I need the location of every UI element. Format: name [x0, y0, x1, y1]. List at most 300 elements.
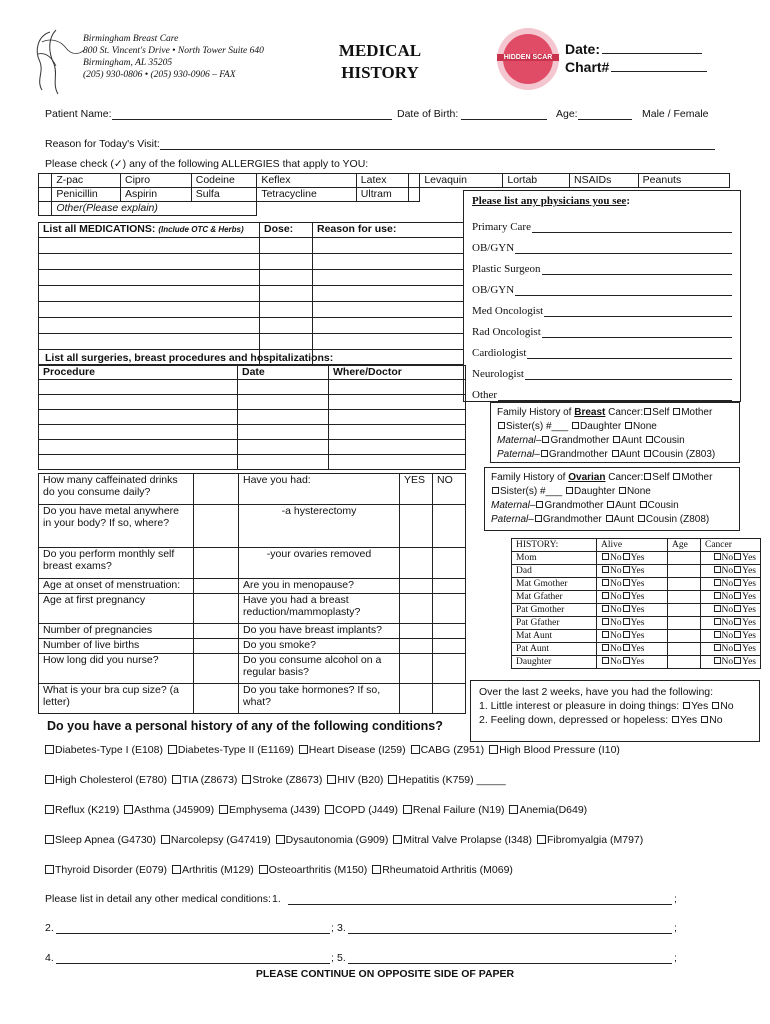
other-condition-1-field[interactable]: [288, 893, 672, 905]
alive-cell-yes-checkbox[interactable]: [623, 644, 630, 651]
alive-cell-no-checkbox[interactable]: [602, 605, 609, 612]
condition-item[interactable]: [327, 774, 383, 786]
other-cond-3-semi: ;: [674, 922, 677, 934]
breast-self-checkbox[interactable]: [644, 408, 651, 415]
question-implants: Do you have breast implants?: [239, 624, 400, 639]
hidden-scar-logo: [497, 28, 559, 90]
condition-item[interactable]: [172, 864, 254, 876]
medication-row[interactable]: [39, 286, 466, 302]
cancer-cell-no-checkbox[interactable]: [714, 579, 721, 586]
ovarian-mother-checkbox[interactable]: [673, 473, 680, 480]
phq-q1-no-checkbox[interactable]: [712, 702, 719, 709]
alcohol-no[interactable]: [433, 654, 466, 684]
medication-row[interactable]: [39, 334, 466, 350]
condition-label: Reflux (K219): [55, 804, 120, 816]
cancer-cell: [701, 565, 761, 578]
clinic-address-2: Birmingham, AL 35205: [83, 58, 173, 68]
physician-field[interactable]: [527, 348, 732, 359]
condition-checkbox[interactable]: [172, 865, 181, 874]
conditions-row: [45, 774, 508, 786]
physicians-box: [463, 190, 741, 402]
clinic-address-1: 800 St. Vincent's Drive • North Tower Suite 640: [83, 46, 264, 56]
condition-label: Anemia(D649): [519, 804, 588, 816]
implants-yes[interactable]: [400, 624, 433, 639]
dob-field[interactable]: [461, 108, 547, 120]
allergy-sulfa: Sulfa: [191, 188, 257, 202]
condition-label: Arthritis (M129): [181, 864, 254, 876]
other-cond-2-num: 2.: [45, 922, 54, 934]
breast-mother-label: Mother: [681, 407, 713, 418]
history-relative: Mat Aunt: [512, 630, 597, 643]
answer-self-exam[interactable]: [194, 548, 239, 579]
history-relative: Mat Gfather: [512, 591, 597, 604]
physician-label: Med Oncologist: [472, 305, 544, 317]
condition-item[interactable]: [489, 744, 620, 756]
question-pregnancies: Number of pregnancies: [39, 624, 194, 639]
alive-cell-no-label: No: [610, 566, 622, 576]
alive-cell-yes-checkbox[interactable]: [623, 631, 630, 638]
physicians-title-colon: :: [626, 195, 630, 207]
physician-field[interactable]: [542, 264, 732, 275]
cancer-cell-yes-checkbox[interactable]: [734, 644, 741, 651]
physician-row[interactable]: [472, 212, 732, 233]
cancer-cell-no-checkbox[interactable]: [714, 631, 721, 638]
alive-cell-yes-label: Yes: [630, 592, 645, 602]
physician-row[interactable]: [472, 233, 732, 254]
breast-mat-aunt-label: Aunt: [621, 435, 642, 446]
hormones-yes[interactable]: [400, 684, 433, 714]
ovarian-maternal-dash: –: [529, 500, 536, 511]
menopause-no[interactable]: [433, 579, 466, 594]
surgery-row[interactable]: [39, 410, 466, 425]
cancer-cell-yes-label: Yes: [742, 592, 756, 602]
condition-item[interactable]: [299, 744, 406, 756]
date-header: Date: [238, 366, 329, 380]
condition-label: Narcolepsy (G47419): [170, 834, 271, 846]
age-cell[interactable]: [668, 591, 701, 604]
cancer-cell-yes-checkbox[interactable]: [734, 592, 741, 599]
history-row: [512, 552, 761, 565]
cancer-cell-no-checkbox[interactable]: [714, 618, 721, 625]
cancer-cell-yes-checkbox[interactable]: [734, 553, 741, 560]
answer-menstruation[interactable]: [194, 579, 239, 594]
allergy-check-penicillin[interactable]: [39, 188, 52, 202]
physician-field[interactable]: [532, 222, 732, 233]
chart-label: Chart#: [565, 59, 610, 75]
medication-row[interactable]: [39, 318, 466, 334]
surgery-row[interactable]: [39, 380, 466, 395]
breast-pat-aunt-label: Aunt: [619, 449, 641, 460]
physician-field[interactable]: [542, 327, 732, 338]
physician-row[interactable]: [472, 254, 732, 275]
answer-bra-size[interactable]: [194, 684, 239, 714]
cancer-cell-no-checkbox[interactable]: [714, 657, 721, 664]
cancer-cell-no-label: No: [721, 579, 734, 589]
condition-checkbox[interactable]: [242, 775, 251, 784]
history-row: [512, 656, 761, 669]
question-first-pregnancy: Age at first pregnancy: [39, 594, 194, 624]
medication-row[interactable]: [39, 238, 466, 254]
condition-label: Heart Disease (I259): [308, 744, 406, 756]
condition-checkbox[interactable]: [259, 865, 268, 874]
chart-field[interactable]: [611, 58, 707, 72]
alive-cell-no-label: No: [610, 605, 622, 615]
physician-label: Other: [472, 389, 498, 401]
condition-label: Diabetes-Type II (E1169): [177, 744, 294, 756]
questions-table: [38, 473, 466, 714]
alive-cell-no-checkbox[interactable]: [602, 618, 609, 625]
condition-checkbox[interactable]: [372, 865, 381, 874]
reduction-no[interactable]: [433, 594, 466, 624]
ovarian-fh-label-ovarian: Ovarian: [568, 472, 606, 483]
medication-row[interactable]: [39, 270, 466, 286]
cancer-cell-no-label: No: [721, 618, 734, 628]
condition-label: Thyroid Disorder (E079): [55, 864, 168, 876]
no-header: NO: [433, 474, 466, 505]
question-alcohol: Do you consume alcohol on a regular basis?: [239, 654, 400, 684]
condition-checkbox[interactable]: [393, 835, 402, 844]
question-hormones: Do you take hormones? If so, what?: [239, 684, 400, 714]
ovarian-daughter-checkbox[interactable]: [566, 487, 573, 494]
physician-field[interactable]: [544, 306, 732, 317]
history-row: [512, 578, 761, 591]
phq-q1-yes-checkbox[interactable]: [683, 702, 690, 709]
age-cell[interactable]: [668, 656, 701, 669]
alive-cell-yes-label: Yes: [630, 566, 645, 576]
allergy-ultram: Ultram: [356, 188, 408, 202]
alive-cell-yes-label: Yes: [630, 553, 645, 563]
procedure-header: Procedure: [39, 366, 238, 380]
age-cell[interactable]: [668, 552, 701, 565]
phq-title: Over the last 2 weeks, have you had the following:: [479, 686, 714, 698]
condition-checkbox[interactable]: [489, 745, 498, 754]
condition-checkbox[interactable]: [299, 745, 308, 754]
breast-sister-checkbox[interactable]: [498, 422, 505, 429]
alive-cell-no-label: No: [610, 657, 622, 667]
ovaries-yes[interactable]: [400, 548, 433, 579]
breast-family-history: [490, 402, 740, 463]
cancer-cell-yes-label: Yes: [742, 644, 756, 654]
patient-name-label: Patient Name:: [45, 108, 112, 120]
condition-checkbox[interactable]: [161, 835, 170, 844]
other-conditions-label: Please list in detail any other medical conditions:: [45, 893, 271, 905]
cancer-cell-no-checkbox[interactable]: [714, 605, 721, 612]
breast-mat-grandmother-checkbox[interactable]: [542, 436, 549, 443]
alive-cell-no-checkbox[interactable]: [602, 657, 609, 664]
hysterectomy-yes[interactable]: [400, 505, 433, 548]
alive-cell: [597, 617, 668, 630]
breast-pat-cousin-checkbox[interactable]: [644, 450, 651, 457]
condition-checkbox[interactable]: [168, 745, 177, 754]
allergies-prompt: Please check (✓) any of the following ALLERGIES that apply to YOU:: [45, 158, 369, 170]
allergy-cipro: Cipro: [121, 174, 192, 188]
allergy-check-latex[interactable]: [409, 174, 420, 188]
dose-header: Dose:: [260, 223, 313, 238]
condition-checkbox[interactable]: [537, 835, 546, 844]
answer-first-pregnancy[interactable]: [194, 594, 239, 624]
ovarian-mat-cousin-checkbox[interactable]: [640, 501, 647, 508]
ovarian-none-label: None: [626, 486, 651, 497]
ovarian-self-checkbox[interactable]: [644, 473, 651, 480]
breast-mat-grandmother-label: Grandmother: [550, 435, 610, 446]
answer-metal[interactable]: [194, 505, 239, 548]
condition-label: Asthma (J45909): [134, 804, 215, 816]
alive-cell-yes-checkbox[interactable]: [623, 592, 630, 599]
cancer-cell-no-checkbox[interactable]: [714, 644, 721, 651]
alive-cell-yes-label: Yes: [630, 631, 645, 641]
cancer-cell: [701, 552, 761, 565]
question-menstruation: Age at onset of menstruation:: [39, 579, 194, 594]
age-cell[interactable]: [668, 617, 701, 630]
surgery-row[interactable]: [39, 440, 466, 455]
physician-label: OB/GYN: [472, 242, 515, 254]
alive-cell-yes-checkbox[interactable]: [623, 553, 630, 560]
physician-field[interactable]: [515, 285, 732, 296]
condition-label: Stroke (Z8673): [252, 774, 323, 786]
breast-none-checkbox[interactable]: [625, 422, 632, 429]
condition-label: TIA (Z8673): [181, 774, 238, 786]
allergy-other[interactable]: Other(Please explain): [52, 202, 257, 216]
physician-row[interactable]: [472, 296, 732, 317]
alive-cell-no-checkbox[interactable]: [602, 644, 609, 651]
alive-cell-yes-checkbox[interactable]: [623, 579, 630, 586]
condition-checkbox[interactable]: [45, 745, 54, 754]
cancer-cell-no-label: No: [721, 631, 734, 641]
cancer-cell-no-checkbox[interactable]: [714, 592, 721, 599]
hysterectomy-no[interactable]: [433, 505, 466, 548]
physician-row[interactable]: [472, 275, 732, 296]
smoke-yes[interactable]: [400, 639, 433, 654]
alive-cell-yes-checkbox[interactable]: [623, 618, 630, 625]
condition-item[interactable]: [393, 834, 532, 846]
condition-checkbox[interactable]: [403, 805, 412, 814]
cancer-cell-yes-checkbox[interactable]: [734, 579, 741, 586]
reason-field[interactable]: [160, 138, 715, 150]
medication-row[interactable]: [39, 302, 466, 318]
breast-daughter-label: Daughter: [580, 421, 622, 432]
condition-item[interactable]: [45, 744, 163, 756]
age-cell[interactable]: [668, 630, 701, 643]
physician-field[interactable]: [515, 243, 732, 254]
age-label: Age:: [556, 108, 578, 120]
condition-item[interactable]: [411, 744, 485, 756]
patient-name-field[interactable]: [112, 108, 392, 120]
breast-pat-grandmother-label: Grandmother: [548, 449, 608, 460]
condition-item[interactable]: [161, 834, 271, 846]
condition-checkbox[interactable]: [325, 805, 334, 814]
alive-cell-yes-checkbox[interactable]: [623, 566, 630, 573]
ovarian-sister-checkbox[interactable]: [492, 487, 499, 494]
alive-cell-no-label: No: [610, 579, 622, 589]
reduction-yes[interactable]: [400, 594, 433, 624]
ovarian-pat-grandmother-label: Grandmother: [542, 514, 602, 525]
age-cell[interactable]: [668, 643, 701, 656]
implants-no[interactable]: [433, 624, 466, 639]
cancer-cell-no-checkbox[interactable]: [714, 566, 721, 573]
age-cell[interactable]: [668, 604, 701, 617]
phq-q2: 2. Feeling down, depressed or hopeless:: [479, 714, 669, 726]
alive-cell-no-checkbox[interactable]: [602, 631, 609, 638]
breast-fh-label-cancer: Cancer:: [605, 407, 644, 418]
answer-nurse[interactable]: [194, 654, 239, 684]
physician-label: Cardiologist: [472, 347, 527, 359]
alcohol-yes[interactable]: [400, 654, 433, 684]
condition-checkbox[interactable]: [172, 775, 181, 784]
condition-item[interactable]: [219, 804, 320, 816]
answer-live-births[interactable]: [194, 639, 239, 654]
physicians-title: Please list any physicians you see: [472, 195, 627, 207]
date-field[interactable]: [602, 40, 702, 54]
condition-label: COPD (J449): [334, 804, 398, 816]
smoke-no[interactable]: [433, 639, 466, 654]
question-reduction: Have you had a breast reduction/mammoplasty?: [239, 594, 400, 624]
condition-checkbox[interactable]: [276, 835, 285, 844]
condition-item[interactable]: [509, 804, 587, 816]
phq-q2-no-label: No: [709, 714, 723, 726]
alive-cell-no-checkbox[interactable]: [602, 553, 609, 560]
alive-cell-yes-checkbox[interactable]: [623, 657, 630, 664]
cancer-cell-yes-label: Yes: [742, 631, 756, 641]
breast-maternal-label: Maternal: [497, 435, 536, 446]
physician-row[interactable]: [472, 338, 732, 359]
history-row: [512, 617, 761, 630]
condition-checkbox[interactable]: [327, 775, 336, 784]
physician-row[interactable]: [472, 380, 732, 401]
allergy-aspirin: Aspirin: [121, 188, 192, 202]
condition-checkbox[interactable]: [411, 745, 420, 754]
condition-item[interactable]: [259, 864, 368, 876]
condition-item[interactable]: [45, 864, 167, 876]
ovarian-mat-cousin-label: Cousin: [647, 500, 679, 511]
condition-item[interactable]: [276, 834, 389, 846]
alive-cell-yes-label: Yes: [630, 618, 645, 628]
menopause-yes[interactable]: [400, 579, 433, 594]
cancer-cell-yes-checkbox[interactable]: [734, 631, 741, 638]
conditions-title: Do you have a personal history of any of the following conditions?: [47, 719, 443, 733]
medication-row[interactable]: [39, 254, 466, 270]
ovarian-pat-cousin-checkbox[interactable]: [638, 515, 645, 522]
alive-cell-no-checkbox[interactable]: [602, 579, 609, 586]
condition-item[interactable]: [172, 774, 237, 786]
question-self-exam: Do you perform monthly self breast exams?: [39, 548, 194, 579]
cancer-cell-yes-checkbox[interactable]: [734, 566, 741, 573]
other-condition-5-field[interactable]: [348, 952, 672, 964]
ovarian-pat-grandmother-checkbox[interactable]: [535, 515, 542, 522]
breast-pat-grandmother-checkbox[interactable]: [541, 450, 548, 457]
condition-item[interactable]: [45, 834, 156, 846]
answer-pregnancies[interactable]: [194, 624, 239, 639]
condition-label: High Blood Pressure (I10): [499, 744, 620, 756]
condition-label: Renal Failure (N19): [412, 804, 505, 816]
alive-cell-no-checkbox[interactable]: [602, 566, 609, 573]
answer-caffeine[interactable]: [194, 474, 239, 505]
phq-q2-no-checkbox[interactable]: [701, 716, 708, 723]
sex-options[interactable]: Male / Female: [642, 108, 709, 120]
phq-q2-yes-checkbox[interactable]: [672, 716, 679, 723]
breast-daughter-checkbox[interactable]: [572, 422, 579, 429]
cancer-cell-no-checkbox[interactable]: [714, 553, 721, 560]
condition-checkbox[interactable]: [509, 805, 518, 814]
allergy-check-other[interactable]: [39, 202, 52, 216]
other-condition-4-field[interactable]: [56, 952, 330, 964]
question-menopause: Are you in menopause?: [239, 579, 400, 594]
surgery-row[interactable]: [39, 425, 466, 440]
alive-cell: [597, 630, 668, 643]
condition-checkbox[interactable]: [45, 835, 54, 844]
alive-cell-yes-checkbox[interactable]: [623, 605, 630, 612]
physician-field[interactable]: [498, 390, 732, 401]
other-condition-3-field[interactable]: [348, 922, 672, 934]
condition-checkbox[interactable]: [45, 775, 54, 784]
age-cell[interactable]: [668, 578, 701, 591]
condition-item[interactable]: [537, 834, 643, 846]
surgery-row[interactable]: [39, 395, 466, 410]
ovarian-none-checkbox[interactable]: [619, 487, 626, 494]
condition-checkbox[interactable]: [219, 805, 228, 814]
breast-mat-aunt-checkbox[interactable]: [613, 436, 620, 443]
condition-checkbox[interactable]: [124, 805, 133, 814]
condition-item[interactable]: [168, 744, 294, 756]
other-condition-2-field[interactable]: [56, 922, 330, 934]
physician-row[interactable]: [472, 359, 732, 380]
allergy-check-zpac[interactable]: [39, 174, 52, 188]
condition-checkbox[interactable]: [45, 865, 54, 874]
surgeries-title: List all surgeries, breast procedures and hospitalizations:: [45, 352, 334, 364]
cancer-cell-yes-checkbox[interactable]: [734, 605, 741, 612]
question-nurse: How long did you nurse?: [39, 654, 194, 684]
condition-item[interactable]: [325, 804, 398, 816]
condition-item[interactable]: [45, 804, 119, 816]
allergy-levaquin: Levaquin: [420, 174, 503, 188]
cancer-cell-yes-checkbox[interactable]: [734, 618, 741, 625]
ovarian-mat-grandmother-checkbox[interactable]: [536, 501, 543, 508]
breast-pat-aunt-checkbox[interactable]: [612, 450, 619, 457]
condition-item[interactable]: [372, 864, 513, 876]
condition-item[interactable]: [45, 774, 167, 786]
surgery-row[interactable]: [39, 455, 466, 470]
condition-checkbox[interactable]: [45, 805, 54, 814]
condition-label: CABG (Z951): [420, 744, 485, 756]
cancer-cell-yes-checkbox[interactable]: [734, 657, 741, 664]
breast-mat-cousin-checkbox[interactable]: [646, 436, 653, 443]
condition-item[interactable]: [124, 804, 214, 816]
condition-item[interactable]: [242, 774, 322, 786]
physician-label: Rad Oncologist: [472, 326, 541, 338]
condition-item[interactable]: [403, 804, 505, 816]
ovarian-pat-aunt-checkbox[interactable]: [606, 515, 613, 522]
ovarian-mat-aunt-checkbox[interactable]: [607, 501, 614, 508]
age-cell[interactable]: [668, 565, 701, 578]
ovaries-no[interactable]: [433, 548, 466, 579]
physician-field[interactable]: [525, 369, 732, 380]
physician-row[interactable]: [472, 317, 732, 338]
age-header: Age: [668, 539, 701, 552]
other-cond-1-semi: ;: [674, 893, 677, 905]
conditions-row: [45, 864, 515, 876]
breast-maternal-dash: –: [535, 435, 542, 446]
age-field[interactable]: [578, 108, 632, 120]
condition-checkbox[interactable]: [388, 775, 397, 784]
alive-cell-no-checkbox[interactable]: [602, 592, 609, 599]
allergy-peanuts: Peanuts: [638, 174, 729, 188]
breast-mother-checkbox[interactable]: [673, 408, 680, 415]
alive-cell-no-label: No: [610, 553, 622, 563]
allergy-check-ultram[interactable]: [409, 188, 420, 202]
condition-item[interactable]: [388, 774, 505, 786]
hormones-no[interactable]: [433, 684, 466, 714]
alive-cell-yes-label: Yes: [630, 579, 645, 589]
reason-header: Reason for use:: [313, 223, 466, 238]
